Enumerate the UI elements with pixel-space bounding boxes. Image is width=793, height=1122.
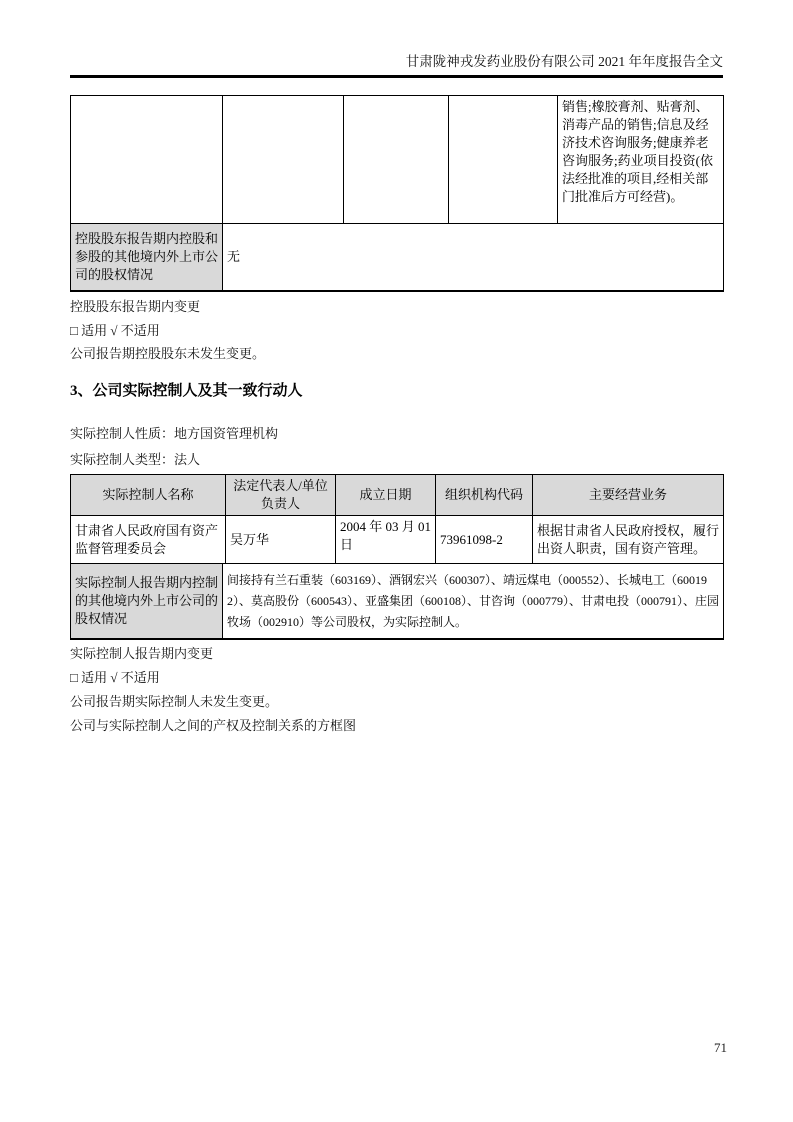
shareholder-change-statement: 公司报告期控股股东未发生变更。	[70, 346, 266, 361]
empty-cell	[71, 96, 223, 224]
col-header-name: 实际控制人名称	[71, 475, 226, 516]
section-heading-actual-controller: 3、公司实际控制人及其一致行动人	[70, 383, 303, 399]
shareholder-change-heading: 控股股东报告期内变更	[70, 299, 201, 314]
col-header-org-code: 组织机构代码	[436, 475, 533, 516]
legal-rep-cell: 吴万华	[226, 516, 336, 564]
actual-controller-table	[70, 474, 724, 564]
controller-applicability-line: □ 适用 √ 不适用	[70, 670, 160, 685]
table-header-row	[71, 475, 724, 516]
col-header-established: 成立日期	[336, 475, 436, 516]
actual-controller-table-wrap	[70, 474, 724, 640]
table-row	[71, 564, 724, 640]
table-row	[71, 96, 724, 224]
controller-equity-table	[70, 563, 724, 640]
col-header-legal-rep: 法定代表人/单位负责人	[226, 475, 336, 516]
controller-name-cell: 甘肃省人民政府国有资产监督管理委员会	[71, 516, 226, 564]
controlling-shareholder-table	[70, 95, 724, 292]
established-date-cell: 2004 年 03 月 01 日	[336, 516, 436, 564]
col-header-main-business: 主要经营业务	[533, 475, 724, 516]
main-business-cell: 根据甘肃省人民政府授权，履行出资人职责，国有资产管理。	[533, 516, 724, 564]
controller-type-line: 实际控制人类型：法人	[70, 452, 201, 467]
empty-cell	[344, 96, 449, 224]
other-listed-value-cell: 无	[223, 224, 724, 292]
page-number: 71	[714, 1040, 727, 1055]
report-header-title: 甘肃陇神戎发药业股份有限公司 2021 年年度报告全文	[405, 54, 723, 69]
controller-change-heading: 实际控制人报告期内变更	[70, 646, 214, 661]
table-row	[71, 516, 724, 564]
shareholder-applicability-line: □ 适用 √ 不适用	[70, 323, 160, 338]
header-rule	[70, 75, 723, 78]
empty-cell	[449, 96, 558, 224]
controller-equity-value-cell: 间接持有兰石重装（603169）、酒钢宏兴（600307）、靖远煤电（000552）、长城电工（600192）、莫高股份（600543）、亚盛集团（600108）、甘咨询（000779）、甘肃电投（000791）、庄园牧场（002910）等公司股权，为实际控制人。	[223, 564, 724, 640]
controller-nature-line: 实际控制人性质：地方国资管理机构	[70, 426, 279, 441]
controller-change-statement: 公司报告期实际控制人未发生变更。	[70, 694, 279, 709]
controller-equity-label-cell: 实际控制人报告期内控制的其他境内外上市公司的股权情况	[71, 564, 223, 640]
table-row	[71, 224, 724, 292]
other-listed-label-cell: 控股股东报告期内控股和参股的其他境内外上市公司的股权情况	[71, 224, 223, 292]
org-code-cell: 73961098-2	[436, 516, 533, 564]
controller-diagram-caption: 公司与实际控制人之间的产权及控制关系的方框图	[70, 718, 357, 733]
empty-cell	[223, 96, 344, 224]
business-scope-cell: 销售;橡胶膏剂、贴膏剂、消毒产品的销售;信息及经济技术咨询服务;健康养老咨询服务;药业项目投资(依法经批准的项目,经相关部门批准后方可经营)。	[558, 96, 724, 224]
